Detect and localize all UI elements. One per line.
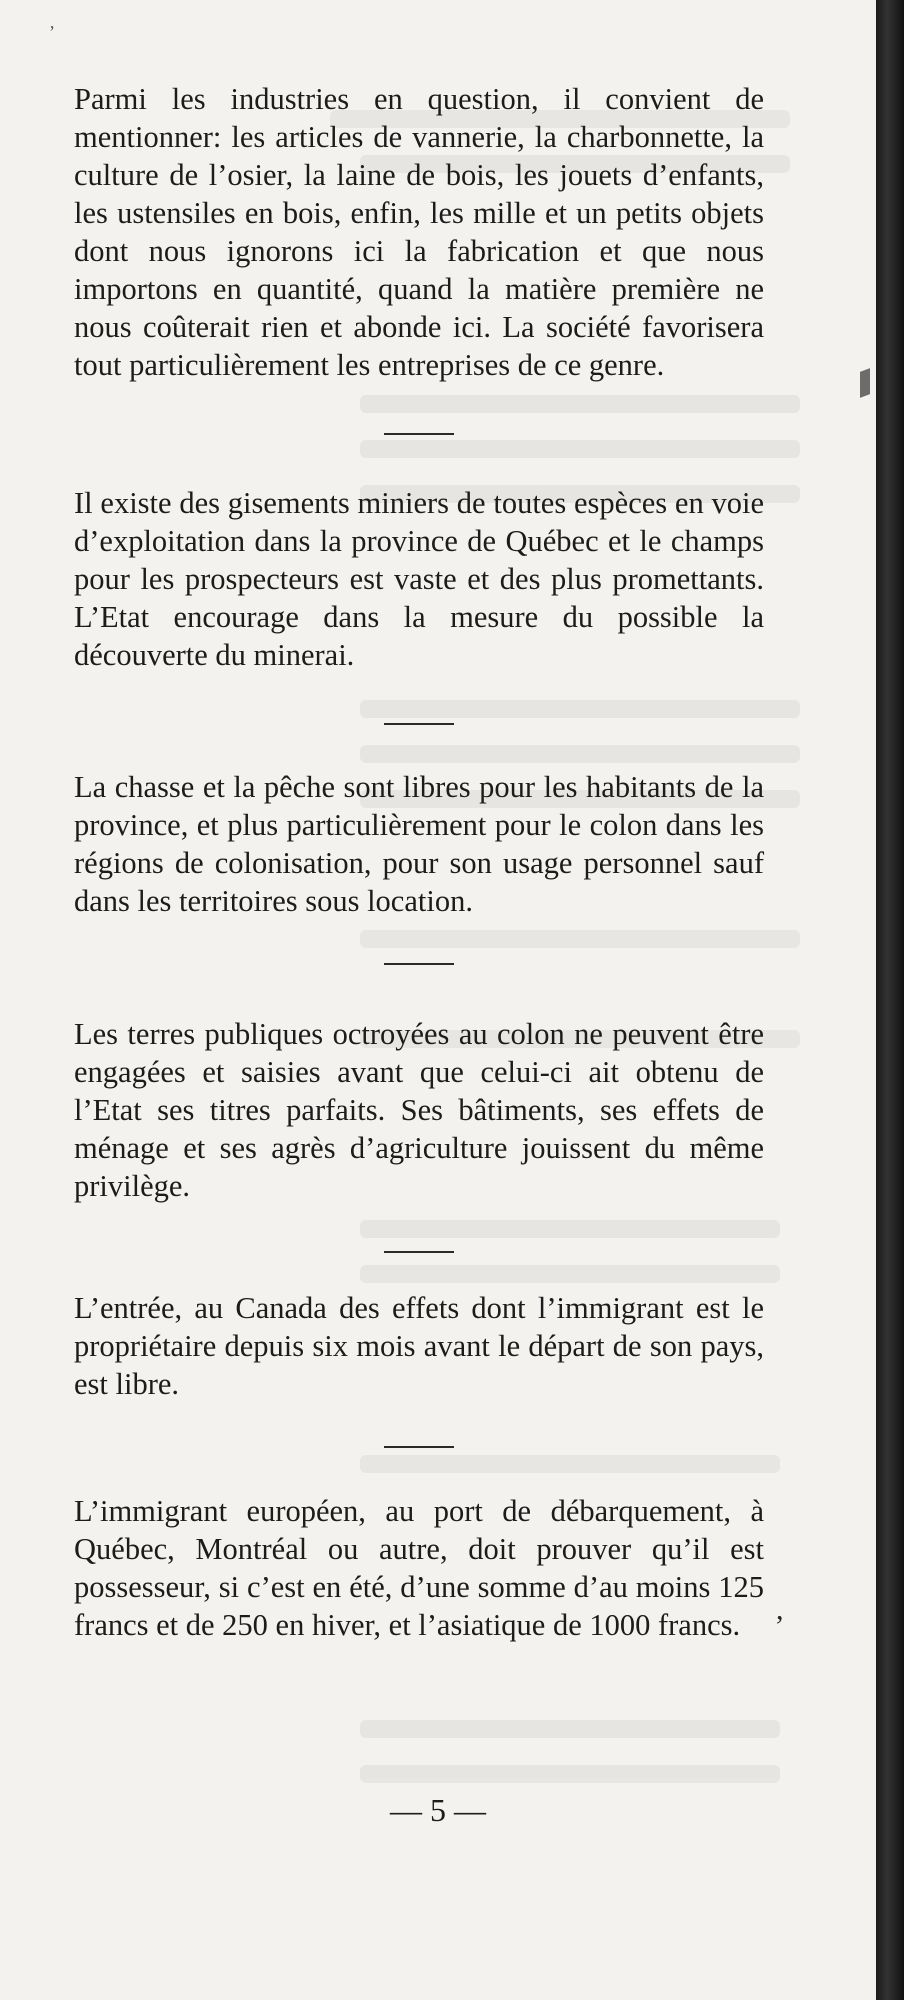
section-divider (384, 433, 454, 435)
stray-mark-top-left: ’ (49, 22, 55, 42)
margin-tick-mark (860, 368, 870, 398)
scan-edge (876, 0, 904, 2000)
stray-mark-right-margin: , (776, 1593, 784, 1626)
section-divider (384, 1251, 454, 1253)
section-divider (384, 1446, 454, 1448)
section-divider (384, 723, 454, 725)
section-divider (384, 963, 454, 965)
paragraph-mining: Il existe des gisements miniers de toutes espèces en voie d’exploitation dans la province de Québec et le champs pour les prospecteurs est vaste et des plus promettants. L’Etat encourage dans la mesure du possible la découverte du minerai. (74, 486, 764, 672)
paragraph-hunting-fishing: La chasse et la pêche sont libres pour les habitants de la province, et plus particulièrement pour le colon dans les régions de colonisation, pour son usage personnel sauf dans les territoires sous location. (74, 770, 764, 918)
document-body (74, 80, 764, 1644)
paragraph-customs: L’entrée, au Canada des effets dont l’immigrant est le propriétaire depuis six mois avant le départ de son pays, est libre. (74, 1291, 764, 1401)
paragraph-immigrant-funds: L’immigrant européen, au port de débarquement, à Québec, Montréal ou autre, doit prouver qu’il est possesseur, si c’est en été, d’une somme d’au moins 125 francs et de 250 en hiver, et l’asiatique de 1000 francs. (74, 1494, 764, 1642)
page-number: — 5 — (390, 1792, 486, 1828)
paragraph-industries: Parmi les industries en question, il convient de mentionner: les articles de vannerie, la charbonnette, la culture de l’osier, la laine de bois, les jouets d’enfants, les ustensiles en bois, enfin, les mille et un petits objets dont nous ignorons ici la fabrication et que nous importons en quantité, quand la matière première ne nous coûterait rien et abonde ici. La société favorisera tout particulièrement les entreprises de ce genre. (74, 82, 764, 382)
paragraph-public-lands: Les terres publiques octroyées au colon ne peuvent être engagées et saisies avant que celui-ci ait obtenu de l’Etat ses titres parfaits. Ses bâtiments, ses effets de ménage et ses agrès d’agriculture jouissent du même privilège. (74, 1017, 764, 1203)
